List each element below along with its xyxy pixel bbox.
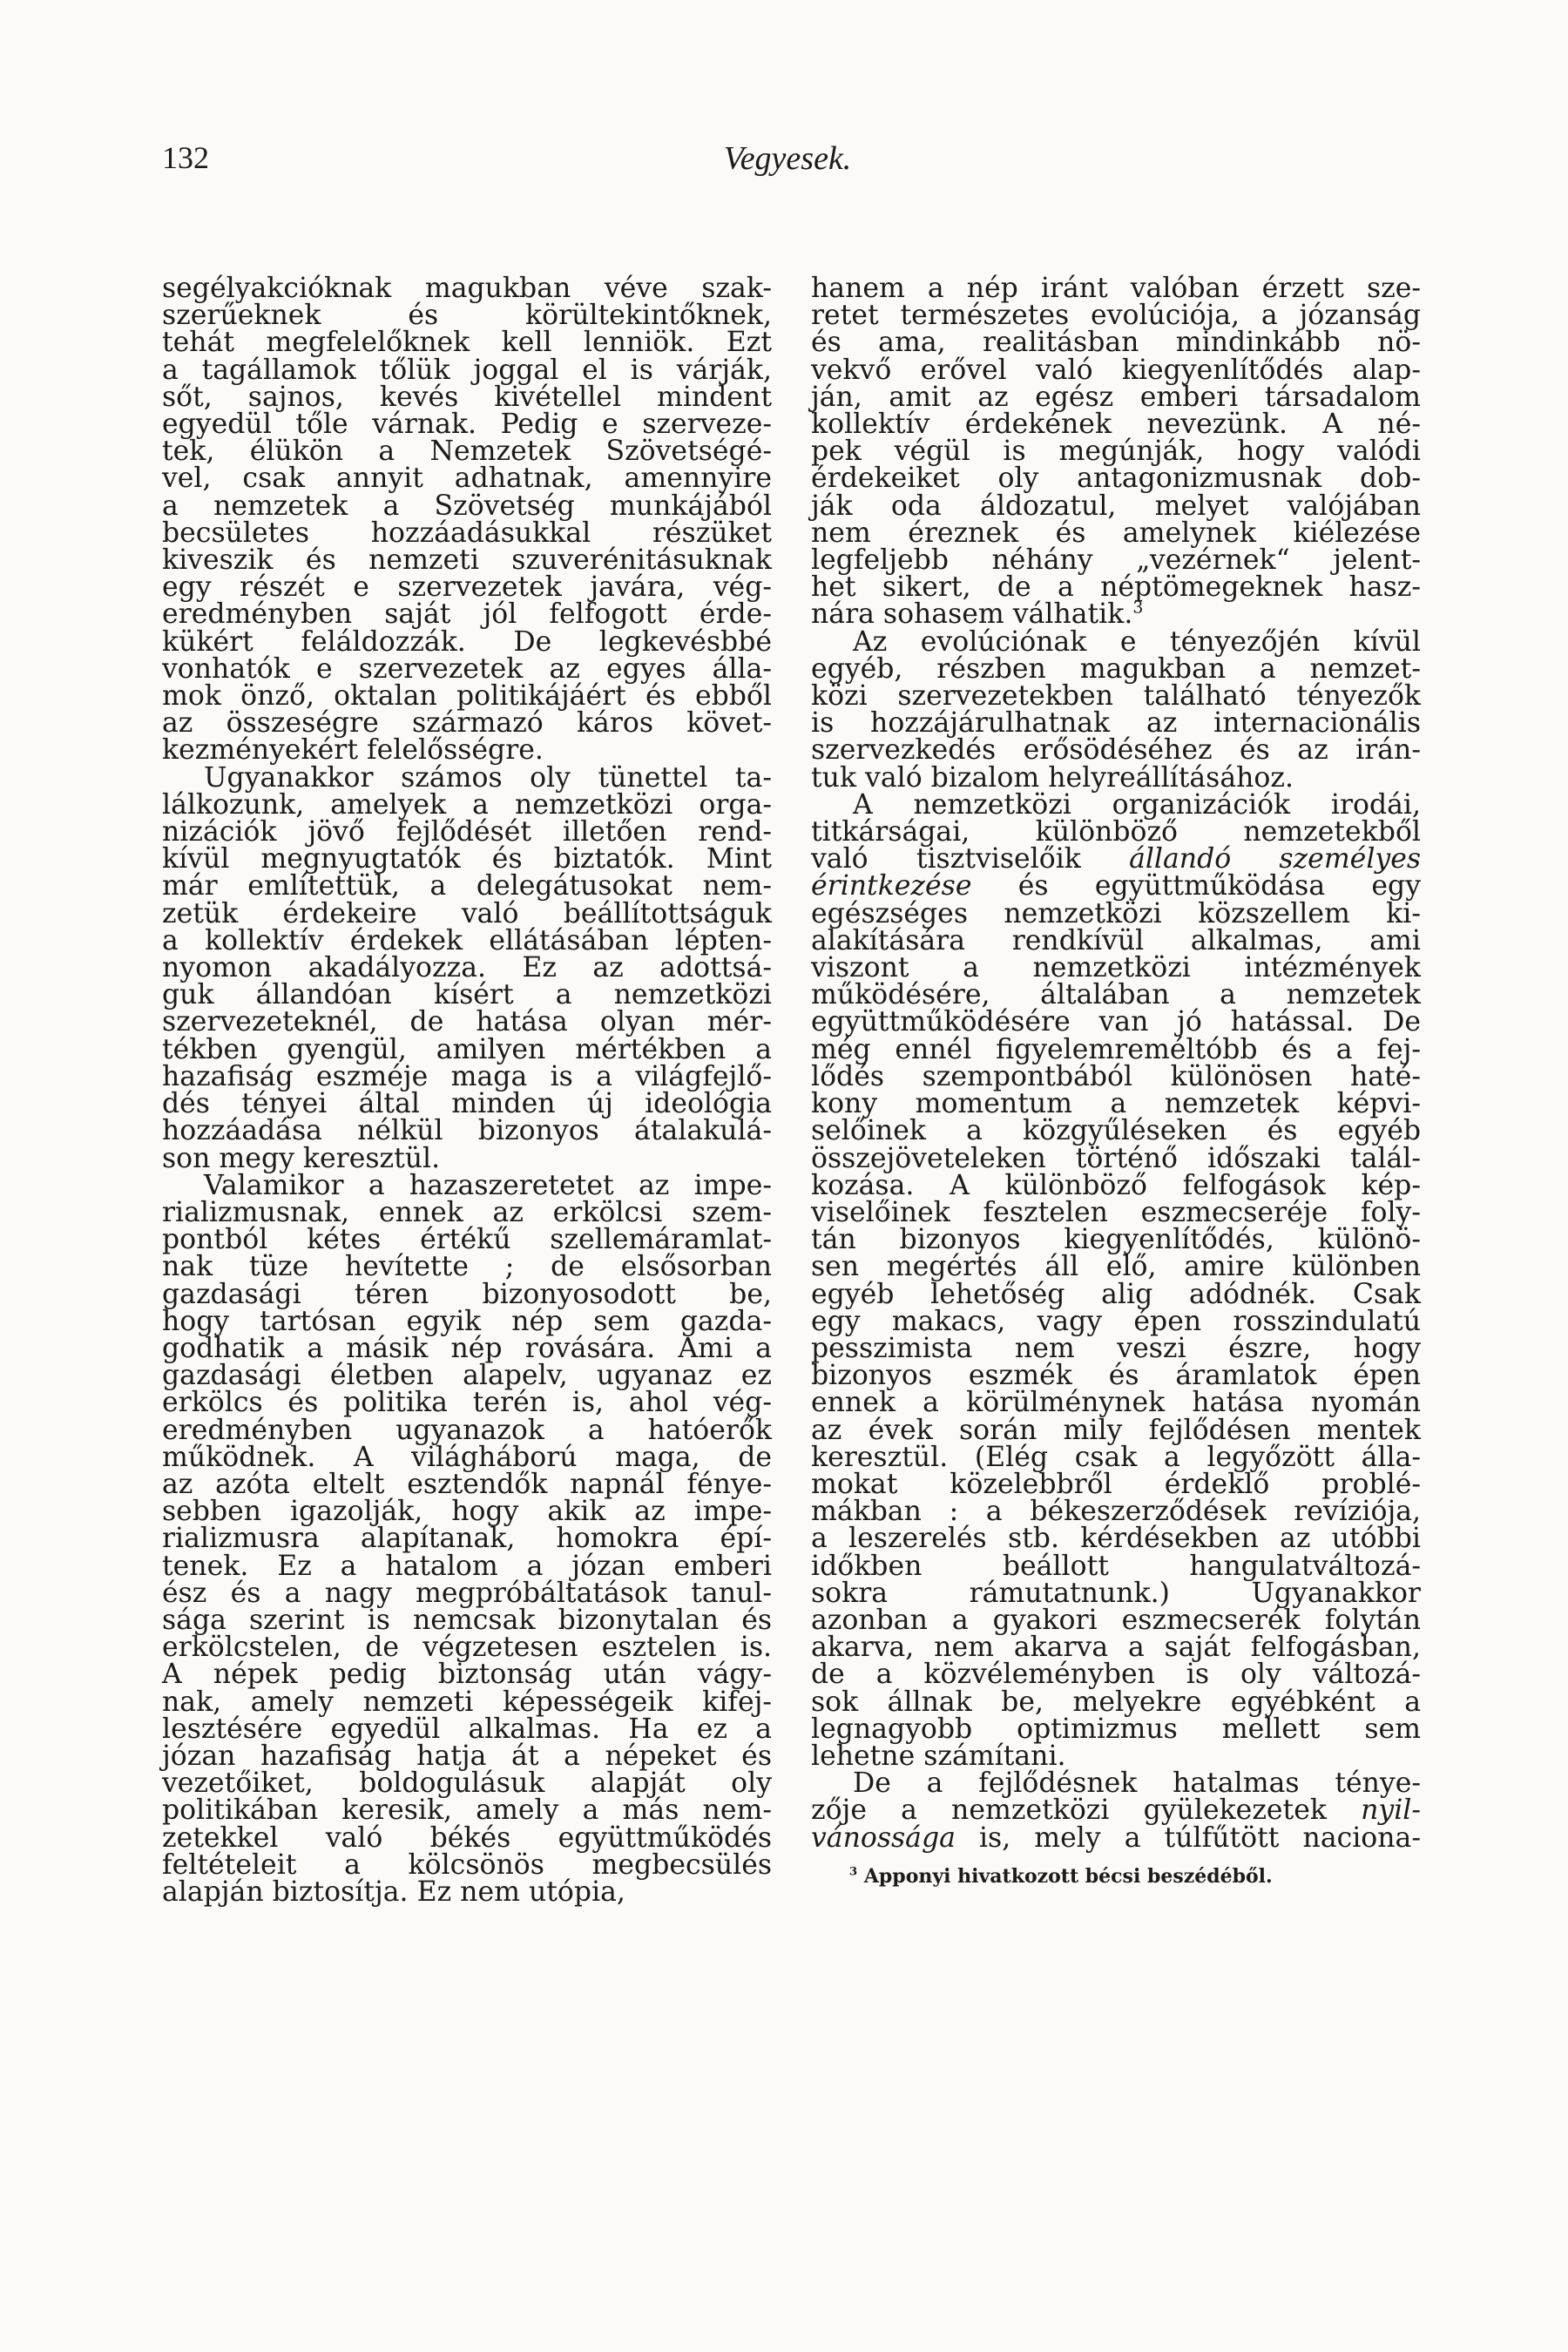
text-line: egyéb lehetőség alig adódnék. Csak xyxy=(811,1278,1421,1310)
text-line: összejöveteleken történő időszaki talál- xyxy=(811,1142,1421,1174)
text-line: rializmusra alapítanak, homokra épí- xyxy=(162,1523,772,1555)
text-line: vánossága is, mely a túlfűtött naciona- xyxy=(811,1821,1421,1854)
text-line: szervezeteknél, de hatása olyan mér- xyxy=(162,1006,772,1038)
text-line: sen megértés áll elő, amire különben xyxy=(811,1251,1421,1283)
text-line: A nemzetközi organizációk irodái, xyxy=(853,788,1421,821)
text-line: tehát megfelelőknek kell lenniök. Ezt xyxy=(162,327,772,359)
text-line: tenek. Ez a hatalom a józan emberi xyxy=(162,1550,772,1582)
text-line: együttműködésére van jó hatással. De xyxy=(811,1006,1421,1038)
text-line: kívül megnyugtatók és biztatók. Mint xyxy=(162,843,772,875)
text-line: becsületes hozzáadásukkal részüket xyxy=(162,517,772,549)
text-line: eredményben ugyanazok a hatóerők xyxy=(162,1414,772,1446)
running-title: Vegyesek. xyxy=(723,140,852,177)
text-line: pesszimista nem veszi észre, hogy xyxy=(811,1332,1421,1364)
text-line: legnagyobb optimizmus mellett sem xyxy=(811,1713,1421,1745)
footnote-marker: 3 xyxy=(849,1865,858,1879)
text-line: kollektív érdekének nevezünk. A né- xyxy=(811,409,1421,441)
text-line: sőt, sajnos, kevés kivétellel mindent xyxy=(162,381,772,413)
text-line: érintkezése és együttműködása egy xyxy=(811,870,1421,902)
text-line: ják oda áldozatul, melyet valójában xyxy=(811,490,1421,522)
text-line: kükért feláldozzák. De legkevésbbé xyxy=(162,625,772,658)
text-line: segélyakcióknak magukban véve szak- xyxy=(162,273,772,304)
text-line: retet természetes evolúciója, a józanság xyxy=(811,300,1421,332)
text-line: pek végül is megúnják, hogy valódi xyxy=(811,436,1421,468)
text-line: már említettük, a delegátusokat nem- xyxy=(162,870,772,902)
text-line: tékben gyengül, amilyen mértékben a xyxy=(162,1033,772,1065)
text-line: hazafiság eszméje maga is a világfejlő- xyxy=(162,1060,772,1092)
footnote-reference: 3 xyxy=(1132,598,1144,618)
text-line: kiveszik és nemzeti szuverénitásuknak xyxy=(162,544,772,577)
text-line: való tisztviselőik állandó személyes xyxy=(811,843,1422,875)
text-line: a kollektív érdekek ellátásában lépten- xyxy=(162,924,772,956)
text-line: nak tüze hevítette ; de elsősorban xyxy=(162,1251,772,1283)
text-line: sokra rámutatnunk.) Ugyanakkor xyxy=(811,1577,1421,1609)
text-line: erkölcs és politika terén is, ahol vég- xyxy=(162,1387,772,1419)
text-line: szervezkedés erősödéséhez és az irán- xyxy=(811,734,1421,767)
text-line: godhatik a másik nép rovására. Ami a xyxy=(162,1332,772,1364)
text-line: pontból kétes értékű szellemáramlat- xyxy=(162,1224,772,1256)
text-line: hozzáadása nélkül bizonyos átalakulá- xyxy=(162,1115,772,1147)
text-line: zetekkel való békés együttműködés xyxy=(162,1821,772,1854)
text-line: het sikert, de a néptömegeknek hasz- xyxy=(811,571,1421,604)
footnote: $^3$ Apponyi hivatkozott bécsi beszédéből. xyxy=(849,1864,1273,1888)
text-line: zője a nemzetközi gyülekezetek nyil- xyxy=(811,1794,1421,1827)
text-line: lődés szempontbából különösen haté- xyxy=(811,1060,1421,1092)
text-line: A népek pedig biztonság után vágy- xyxy=(162,1659,772,1691)
text-line: nára sohasem válhatik.$^3$ xyxy=(811,598,1144,631)
text-line: titkárságai, különböző nemzetekből xyxy=(811,816,1421,848)
text-line: nem éreznek és amelynek kiélezése xyxy=(811,517,1421,549)
text-line: vonhatók e szervezetek az egyes álla- xyxy=(162,652,772,685)
text-line: szerűeknek és körültekintőknek, xyxy=(162,300,772,332)
text-line: son megy keresztül. xyxy=(162,1142,441,1174)
text-line: alakítására rendkívül alkalmas, ami xyxy=(811,924,1421,956)
text-line: egyéb, részben magukban a nemzet- xyxy=(811,652,1421,685)
text-line: az azóta eltelt esztendők napnál fénye- xyxy=(162,1468,772,1500)
text-line: hanem a nép iránt valóban érzett sze- xyxy=(811,273,1421,304)
text-line: lesztésére egyedül alkalmas. Ha ez a xyxy=(162,1713,772,1745)
text-line: a tagállamok tőlük joggal el is várják, xyxy=(162,354,772,386)
text-line: akarva, nem akarva a saját felfogásban, xyxy=(811,1632,1421,1664)
text-line: sága szerint is nemcsak bizonytalan és xyxy=(162,1604,772,1636)
text-line: egy makacs, vagy épen rosszindulatú xyxy=(811,1305,1421,1337)
text-line: eredményben saját jól felfogott érde- xyxy=(162,598,772,631)
text-line: is hozzájárulhatnak az internacionális xyxy=(811,707,1421,740)
text-line: nyomon akadályozza. Ez az adottsá- xyxy=(162,952,772,984)
text-line: egy részét e szervezetek javára, vég- xyxy=(162,571,772,604)
text-line: azonban a gyakori eszmecserék folytán xyxy=(811,1604,1421,1636)
text-line: egészséges nemzetközi közszellem ki- xyxy=(811,897,1421,929)
text-line: még ennél figyelemreméltóbb és a fej- xyxy=(811,1033,1421,1065)
text-line: kony momentum a nemzetek képvi- xyxy=(811,1088,1421,1120)
text-line: tuk való bizalom helyreállításához. xyxy=(811,761,1294,794)
text-line: a leszerelés stb. kérdésekben az utóbbi xyxy=(811,1523,1421,1555)
text-line: bizonyos eszmék és áramlatok épen xyxy=(811,1360,1421,1392)
text-line: működnek. A világháború maga, de xyxy=(162,1441,772,1473)
text-line: időkben beállott hangulatváltozá- xyxy=(811,1550,1421,1582)
text-line: lehetne számítani. xyxy=(811,1740,1066,1772)
right-column xyxy=(811,275,1421,1889)
page-number: 132 xyxy=(162,140,209,175)
text-line: lálkozunk, amelyek a nemzetközi orga- xyxy=(162,788,772,821)
text-line: viselőinek fesztelen eszmecseréje foly- xyxy=(811,1196,1421,1228)
text-line: feltételeit a kölcsönös megbecsülés xyxy=(162,1848,772,1881)
text-line: vezetőiket, boldogulásuk alapját oly xyxy=(162,1767,772,1800)
text-line: De a fejlődésnek hatalmas ténye- xyxy=(853,1767,1421,1800)
text-line: legfeljebb néhány „vezérnek“ jelent- xyxy=(811,544,1421,577)
text-line: az évek során mily fejlődésen mentek xyxy=(811,1414,1421,1446)
text-line: tek, élükön a Nemzetek Szövetségé- xyxy=(162,436,772,468)
text-line: erkölcstelen, de végzetesen esztelen is. xyxy=(162,1632,772,1664)
text-line: kozása. A különböző felfogások kép- xyxy=(811,1169,1421,1201)
text-line: Az evolúciónak e tényezőjén kívül xyxy=(853,625,1421,658)
text-line: guk állandóan kísért a nemzetközi xyxy=(162,979,772,1011)
text-line: nak, amely nemzeti képességeik kifej- xyxy=(162,1686,772,1718)
text-line: sok állnak be, melyekre egyébként a xyxy=(811,1686,1421,1718)
text-line: dés tényei által minden új ideológia xyxy=(162,1088,772,1120)
text-line: vel, csak annyit adhatnak, amennyire xyxy=(162,463,772,495)
text-line: közi szervezetekben található tényezők xyxy=(811,680,1421,713)
text-line: sebben igazolják, hogy akik az impe- xyxy=(162,1496,772,1528)
text-line: a nemzetek a Szövetség munkájából xyxy=(162,490,772,522)
text-line: gazdasági életben alapelv, ugyanaz ez xyxy=(162,1360,772,1392)
text-line: mokat közelebbről érdeklő problé- xyxy=(811,1468,1421,1500)
text-line: mákban : a békeszerződések revíziója, xyxy=(811,1496,1421,1528)
text-line: kezményekért felelősségre. xyxy=(162,734,544,767)
text-line: ész és a nagy megpróbáltatások tanul- xyxy=(162,1577,772,1609)
text-line: egyedül tőle várnak. Pedig e szerveze- xyxy=(162,409,772,441)
text-line: nizációk jövő fejlődését illetően rend- xyxy=(162,816,772,848)
text-line: keresztül. (Elég csak a legyőzött álla- xyxy=(811,1441,1421,1473)
text-line: Valamikor a hazaszeretetet az impe- xyxy=(204,1169,772,1201)
text-line: selőinek a közgyűléseken és egyéb xyxy=(811,1115,1421,1147)
text-line: mok önző, oktalan politikájáért és ebből xyxy=(162,680,772,713)
text-line: tán bizonyos kiegyenlítődés, különö- xyxy=(811,1224,1421,1256)
text-line: gazdasági téren bizonyosodott be, xyxy=(162,1278,772,1310)
text-line: zetük érdekeire való beállítottságuk xyxy=(162,897,772,929)
text-line: józan hazafiság hatja át a népeket és xyxy=(162,1740,772,1772)
text-line: vekvő erővel való kiegyenlítődés alap- xyxy=(811,354,1421,386)
text-line: hogy tartósan egyik nép sem gazda- xyxy=(162,1305,772,1337)
text-line: működésére, általában a nemzetek xyxy=(811,979,1421,1011)
text-line: alapján biztosítja. Ez nem utópia, xyxy=(162,1876,625,1908)
text-line: de a közvéleményben is oly változá- xyxy=(811,1659,1421,1691)
text-line: ennek a körülménynek hatása nyomán xyxy=(811,1387,1421,1419)
text-line: politikában keresik, amely a más nem- xyxy=(162,1794,772,1827)
text-line: és ama, realitásban mindinkább nö- xyxy=(811,327,1421,359)
text-line: érdekeiket oly antagonizmusnak dob- xyxy=(811,463,1421,495)
text-line: viszont a nemzetközi intézmények xyxy=(811,952,1421,984)
text-line: ján, amit az egész emberi társadalom xyxy=(811,381,1421,413)
text-line: rializmusnak, ennek az erkölcsi szem- xyxy=(162,1196,772,1228)
page-header xyxy=(162,139,1413,192)
left-column xyxy=(162,275,772,1906)
text-line: Ugyanakkor számos oly tünettel ta- xyxy=(204,761,772,794)
text-line: az összeségre származó káros követ- xyxy=(162,707,772,740)
